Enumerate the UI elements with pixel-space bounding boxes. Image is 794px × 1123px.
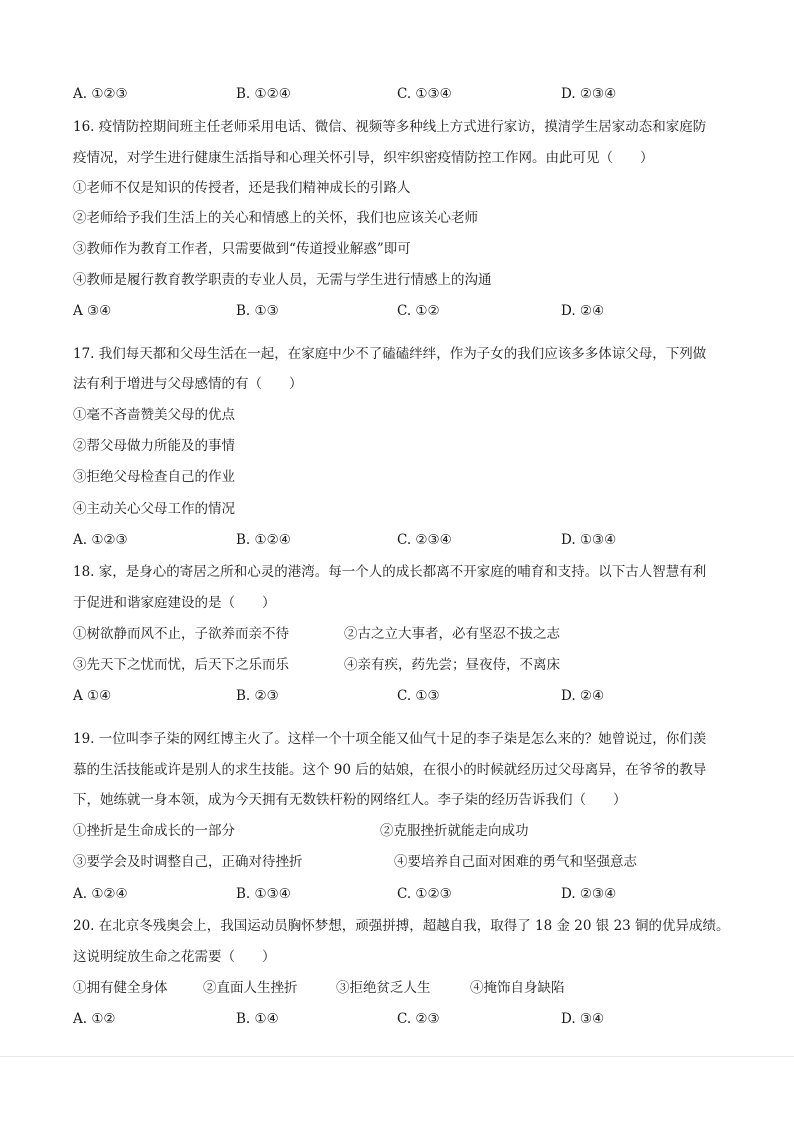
choice-d: D. ②③④ [561, 86, 617, 102]
choice-c: C. ①③④ [397, 86, 452, 102]
q18-choice-d: D. ②④ [561, 688, 605, 704]
q17-item-2: ②帮父母做力所能及的事情 [73, 438, 235, 454]
q16-item-1: ①老师不仅是知识的传授者，还是我们精神成长的引路人 [73, 180, 411, 196]
q20-choice-b: B. ①④ [236, 1011, 279, 1027]
q17-choice-b: B. ①②④ [236, 532, 291, 548]
choice-a: A. ①②③ [73, 86, 128, 102]
q20-item-1: ①拥有健全身体 [73, 980, 168, 996]
q20-item-4: ④掩饰自身缺陷 [470, 980, 565, 996]
question-18-stem-cont: 于促进和谐家庭建设的是（ ） [73, 595, 276, 611]
question-16-stem: 16. 疫情防控期间班主任老师采用电话、微信、视频等多种线上方式进行家访，摸清学生居家动态和家庭防 [73, 119, 707, 135]
q20-item-2: ②直面人生挫折 [203, 980, 298, 996]
q19-item-4: ④要培养自己面对困难的勇气和坚强意志 [394, 854, 637, 870]
choice-b: B. ①②④ [236, 86, 291, 102]
q17-item-4: ④主动关心父母工作的情况 [73, 501, 235, 517]
q20-choice-a: A. ①② [73, 1011, 116, 1027]
q17-choice-c: C. ②③④ [397, 532, 452, 548]
q16-choice-d: D. ②④ [561, 303, 605, 319]
q19-choice-d: D. ②③④ [561, 886, 617, 902]
q17-choice-d: D. ①③④ [561, 532, 617, 548]
q19-choice-c: C. ①②③ [397, 886, 452, 902]
q16-choice-c: C. ①② [397, 303, 440, 319]
q17-item-3: ③拒绝父母检查自己的作业 [73, 469, 235, 485]
question-19-stem-cont2: 下，她练就一身本领，成为今天拥有无数铁杆粉的网络红人。李子柒的经历告诉我们（ ） [73, 792, 627, 808]
q19-item-1: ①挫折是生命成长的一部分 [73, 823, 235, 839]
q20-choice-d: D. ③④ [561, 1011, 605, 1027]
q16-item-3: ③教师作为教育工作者，只需要做到“传道授业解惑”即可 [73, 241, 411, 257]
q18-item-2: ②古之立大事者，必有坚忍不拔之志 [344, 626, 560, 642]
q18-choice-b: B. ②③ [236, 688, 279, 704]
q18-choice-c: C. ①③ [397, 688, 440, 704]
q19-item-2: ②克服挫折就能走向成功 [380, 823, 529, 839]
q17-item-1: ①毫不吝啬赞美父母的优点 [73, 407, 235, 423]
q17-choice-a: A. ①②③ [73, 532, 128, 548]
question-19-stem: 19. 一位叫李子柒的网红博主火了。这样一个十项全能又仙气十足的李子柒是怎么来的？她曾说过，你们羡 [73, 731, 707, 747]
question-20-stem: 20. 在北京冬残奥会上，我国运动员胸怀梦想，顽强拼搏，超越自我，取得了 18 金 20 银 23 铜的优异成绩。 [73, 918, 730, 934]
q20-choice-c: C. ②③ [397, 1011, 440, 1027]
question-16-stem-cont: 疫情况，对学生进行健康生活指导和心理关怀引导，织牢织密疫情防控工作网。由此可见（ ） [73, 150, 654, 166]
q18-item-4: ④亲有疾，药先尝；昼夜侍，不离床 [344, 657, 560, 673]
q16-item-2: ②老师给予我们生活上的关心和情感上的关怀，我们也应该关心老师 [73, 210, 478, 226]
q19-choice-b: B. ①③④ [236, 886, 291, 902]
question-20-stem-cont: 这说明绽放生命之花需要（ ） [73, 949, 276, 965]
question-18-stem: 18. 家，是身心的寄居之所和心灵的港湾。每一个人的成长都离不开家庭的哺育和支持。以下古人智慧有利 [73, 564, 707, 580]
question-17-stem: 17. 我们每天都和父母生活在一起，在家庭中少不了磕磕绊绊，作为子女的我们应该多多体谅父母，下列做 [73, 346, 707, 362]
q19-choice-a: A. ①②④ [73, 886, 128, 902]
question-17-stem-cont: 法有利于增进与父母感情的有（ ） [73, 376, 303, 392]
q18-item-1: ①树欲静而风不止，子欲养而亲不待 [73, 626, 289, 642]
q19-item-3: ③要学会及时调整自己，正确对待挫折 [73, 854, 303, 870]
q16-item-4: ④教师是履行教育教学职责的专业人员，无需与学生进行情感上的沟通 [73, 272, 492, 288]
page-divider [0, 1056, 794, 1057]
q18-choice-a: A ①④ [73, 688, 112, 704]
q20-item-3: ③拒绝贫乏人生 [336, 980, 431, 996]
q16-choice-a: A ③④ [73, 303, 112, 319]
question-19-stem-cont: 慕的生活技能或许是别人的求生技能。这个 90 后的姑娘，在很小的时候就经历过父母离异，在爷爷的教导 [73, 762, 707, 778]
q16-choice-b: B. ①③ [236, 303, 279, 319]
q18-item-3: ③先天下之忧而忧，后天下之乐而乐 [73, 657, 289, 673]
